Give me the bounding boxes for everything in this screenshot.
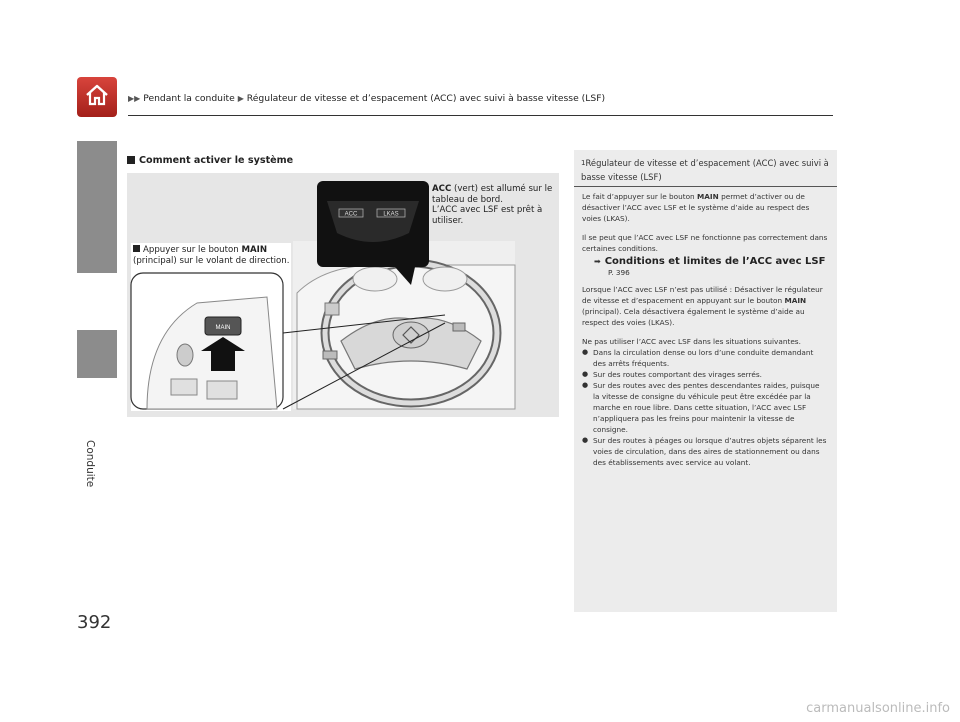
list-item: ● Dans la circulation dense ou lors d’une conduite demandant des arrêts fréquents.	[582, 347, 828, 369]
bullet-list	[582, 347, 828, 468]
section-title: Comment activer le système	[127, 155, 293, 166]
sidebar-tab-active[interactable]	[77, 330, 117, 378]
square-bullet-icon	[127, 156, 135, 164]
notes-divider	[574, 186, 837, 187]
dash-acc-label: ACC	[344, 211, 358, 218]
dash-lkas-label: LKAS	[383, 211, 399, 218]
breadcrumb-item[interactable]: Régulateur de vitesse et d’espacement (ACC) avec suivi à basse vitesse (LSF)	[246, 93, 606, 104]
breadcrumb: ▶▶ Pendant la conduite ▶ Régulateur de vitesse et d’espacement (ACC) avec suivi à basse vitesse (LSF)	[128, 93, 606, 104]
notes-title: 1Régulateur de vitesse et d’espacement (ACC) avec suivi à basse vitesse (LSF)	[581, 158, 829, 182]
list-item: ● Sur des routes comportant des virages serrés.	[582, 369, 828, 380]
list-item: ● Sur des routes avec des pentes descendantes raides, puisque la vitesse de consigne du véhicule peut être excédée par la marche en roue libre. Dans cette situation, l’ACC avec LSF n’appliquera pas les freins pour maintenir la vitesse de consigne.	[582, 380, 828, 435]
note-paragraph: Lorsque l’ACC avec LSF n’est pas utilisé : Désactiver le régulateur de vitesse et d’espacement en appuyant sur le bouton MAIN (principal). Cela désactivera également le système d’aide au respect des voies (LKAS).	[582, 285, 823, 327]
cross-reference-link[interactable]: ➡ Conditions et limites de l’ACC avec LSF P. 396	[594, 256, 828, 278]
home-button[interactable]	[77, 77, 117, 117]
sidebar-tab	[77, 141, 117, 273]
watermark: carmanualsonline.info	[806, 701, 950, 716]
note-paragraph: Ne pas utiliser l’ACC avec LSF dans les situations suivantes.	[582, 337, 801, 346]
note-number: 1	[581, 159, 586, 167]
page-number: 392	[77, 612, 112, 633]
home-icon	[84, 83, 110, 111]
reference-page: P. 396	[608, 268, 630, 277]
note-paragraph: Il se peut que l’ACC avec LSF ne fonctionne pas correctement dans certaines conditions.	[582, 233, 828, 253]
note-paragraph: Le fait d’appuyer sur le bouton MAIN permet d’activer ou de désactiver l’ACC avec LSF et le système d’aide au respect des voies (LKAS).	[582, 192, 810, 223]
chapter-label: Conduite	[84, 440, 96, 488]
notes-body	[582, 191, 828, 468]
main-button-label: MAIN	[215, 325, 231, 331]
breadcrumb-item[interactable]: Pendant la conduite	[143, 93, 235, 104]
figure-caption-main-button: Appuyer sur le bouton MAIN (principal) sur le volant de direction.	[133, 245, 290, 266]
figure-caption-acc: ACC (vert) est allumé sur le tableau de bord. L’ACC avec LSF est prêt à utiliser.	[432, 184, 553, 226]
square-bullet-icon	[133, 245, 140, 252]
reference-arrow-icon: ➡	[594, 257, 601, 266]
header-divider	[128, 115, 833, 116]
list-item: ● Sur des routes à péages ou lorsque d’autres objets séparent les voies de circulation, dans des aires de stationnement ou dans des établissements avec service au volant.	[582, 435, 828, 468]
